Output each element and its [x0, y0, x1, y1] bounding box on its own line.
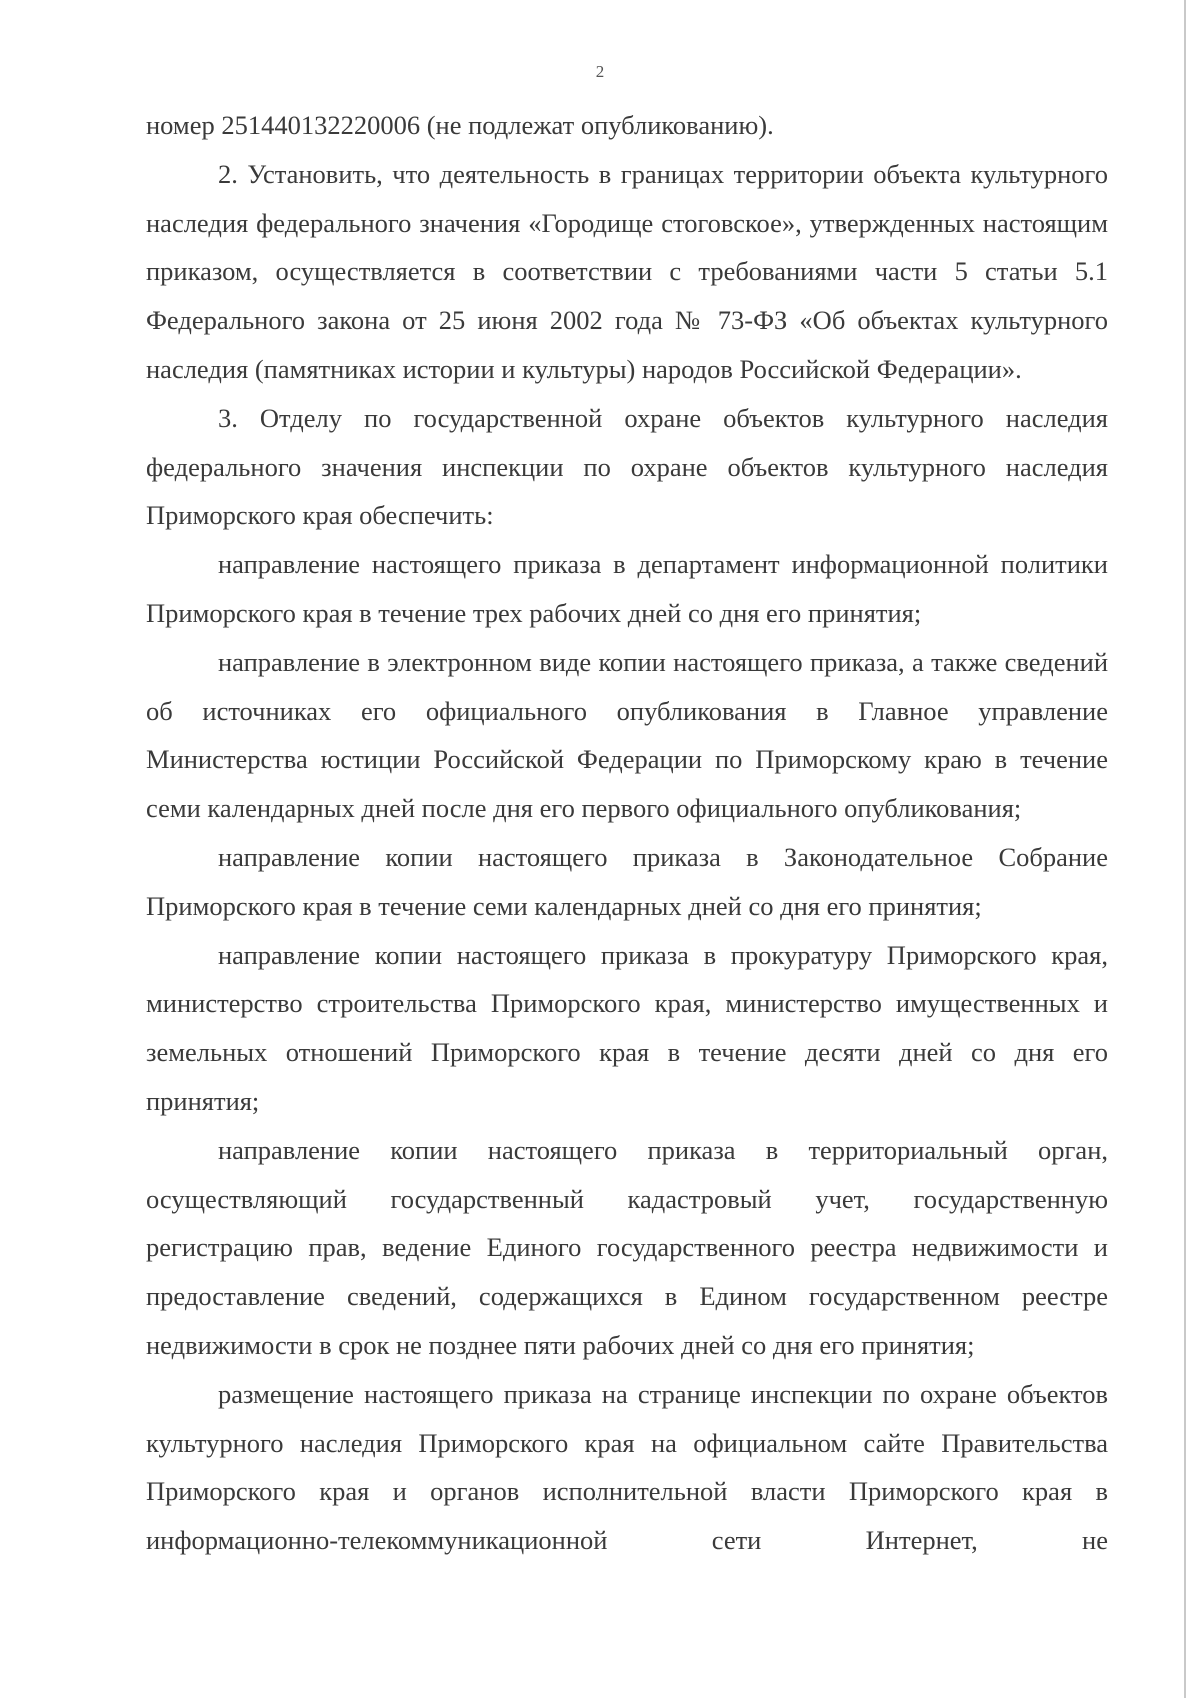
page-number: 2 — [595, 62, 605, 81]
paragraph-ministry-justice: направление в электронном виде копии настоящего приказа, а также сведений об источниках его официального опубликования в Главное управление Министерства юстиции Российской Федерации по Приморскому краю в течение семи календарных дней после дня его первого официального опубликования; — [146, 646, 1108, 824]
paragraph-website-placement: размещение настоящего приказа на странице инспекции по охране объектов культурного наследия Приморского края на официальном сайте Правительства Приморского края и органов исполнительной власти Приморского края в информационно-телекоммуникационной сети Интернет, не — [146, 1378, 1108, 1556]
document-body — [146, 101, 1108, 1565]
scan-edge-line — [1184, 0, 1186, 1698]
paragraph-cadastral-body: направление копии настоящего приказа в территориальный орган, осуществляющий государственный кадастровый учет, государственную регистрацию прав, ведение Единого государственного реестра недвижимости и предоставление сведений, содержащихся в Едином государственном реестре недвижимости в срок не позднее пяти рабочих дней со дня его принятия; — [146, 1134, 1108, 1360]
paragraph-item-2: 2. Установить, что деятельность в границах территории объекта культурного наследия федерального значения «Городище стоговское», утвержденных настоящим приказом, осуществляется в соответствии с требованиями части 5 статьи 5.1 Федерального закона от 25 июня 2002 года № 73-ФЗ «Об объектах культурного наследия (памятниках истории и культуры) народов Российской Федерации». — [146, 158, 1108, 384]
paragraph-dept-info-policy: направление настоящего приказа в департамент информационной политики Приморского края в течение трех рабочих дней со дня его принятия; — [146, 549, 1108, 628]
paragraph-continuation: номер 251440132220006 (не подлежат опубликованию). — [146, 110, 774, 140]
paragraph-prosecutor: направление копии настоящего приказа в прокуратуру Приморского края, министерство строительства Приморского края, министерство имущественных и земельных отношений Приморского края в течение десяти дней со дня его принятия; — [146, 939, 1108, 1116]
paragraph-legislative-assembly: направление копии настоящего приказа в Законодательное Собрание Приморского края в течение семи календарных дней со дня его принятия; — [146, 841, 1108, 921]
paragraph-item-3: 3. Отделу по государственной охране объектов культурного наследия федерального значения инспекции по охране объектов культурного наследия Приморского края обеспечить: — [146, 402, 1108, 531]
